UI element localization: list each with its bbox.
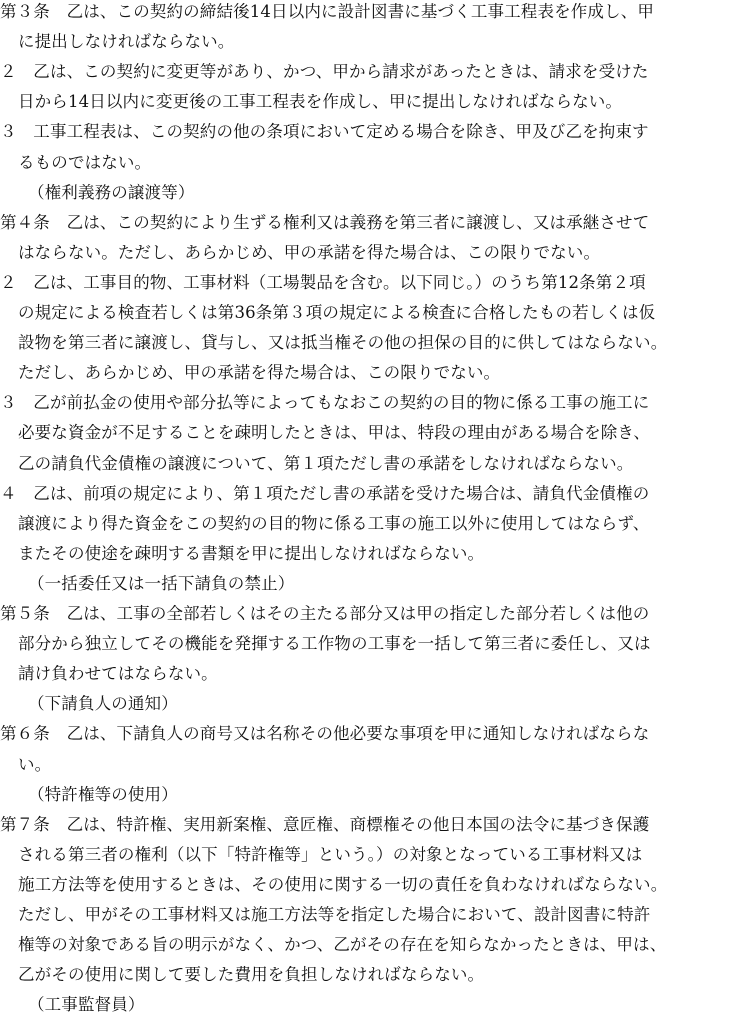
text-line: ただし、甲がその工事材料又は施工方法等を指定した場合において、設計図書に特許: [18, 905, 651, 924]
paragraph-line: ３ 乙が前払金の使用や部分払等によってもなおこの契約の目的物に係る工事の施工に: [0, 393, 650, 412]
text-line: される第三者の権利（以下「特許権等」という。）の対象となっている工事材料又は: [18, 845, 643, 864]
paragraph-line: ３ 工事工程表は、この契約の他の条項において定める場合を除き、甲及び乙を拘束す: [0, 122, 649, 141]
paragraph-line: ２ 乙は、この契約に変更等があり、かつ、甲から請求があったときは、請求を受けた: [0, 62, 649, 81]
text-line: 乙の請負代金債権の譲渡について、第１項ただし書の承諾をしなければならない。: [18, 454, 634, 473]
section-heading: （一括委任又は一括下請負の禁止）: [28, 574, 295, 593]
text-line: ただし、あらかじめ、甲の承諾を得た場合は、この限りでない。: [18, 363, 501, 382]
text-line: 譲渡により得た資金をこの契約の目的物に係る工事の施工以外に使用してはならず、: [18, 514, 650, 533]
text-line: 権等の対象である旨の明示がなく、かつ、乙がその存在を知らなかったときは、甲は、: [18, 935, 667, 954]
paragraph-line: ４ 乙は、前項の規定により、第１項ただし書の承諾を受けた場合は、請負代金債権の: [0, 484, 650, 503]
section-heading: （工事監督員）: [28, 995, 145, 1014]
text-line: い。: [18, 755, 52, 774]
text-line: はならない。ただし、あらかじめ、甲の承諾を得た場合は、この限りでない。: [18, 243, 601, 262]
text-line: の規定による検査若しくは第36条第３項の規定による検査に合格したもの若しくは仮: [18, 303, 656, 322]
article-3-line: 第３条 乙は、この契約の締結後14日以内に設計図書に基づく工事工程表を作成し、甲: [0, 2, 654, 21]
article-5-line: 第５条 乙は、工事の全部若しくはその主たる部分又は甲の指定した部分若しくは他の: [0, 604, 650, 623]
section-heading: （権利義務の譲渡等）: [28, 183, 195, 202]
article-4-line: 第４条 乙は、この契約により生ずる権利又は義務を第三者に譲渡し、又は承継させて: [0, 213, 650, 232]
text-line: 部分から独立してその機能を発揮する工作物の工事を一括して第三者に委任し、又は: [18, 634, 651, 653]
paragraph-line: ２ 乙は、工事目的物、工事材料（工場製品を含む。以下同じ。）のうち第12条第２項: [0, 273, 646, 292]
article-7-line: 第７条 乙は、特許権、実用新案権、意匠権、商標権その他日本国の法令に基づき保護: [0, 815, 650, 834]
text-line: 設物を第三者に譲渡し、貸与し、又は抵当権その他の担保の目的に供してはならない。: [18, 333, 668, 352]
section-heading: （特許権等の使用）: [28, 785, 178, 804]
text-line: 施工方法等を使用するときは、その使用に関する一切の責任を負わなければならない。: [18, 875, 668, 894]
text-line: 乙がその使用に関して要した費用を負担しなければならない。: [18, 965, 485, 984]
text-line: 必要な資金が不足することを疎明したときは、甲は、特段の理由がある場合を除き、: [18, 423, 651, 442]
text-line: に提出しなければならない。: [18, 32, 235, 51]
article-6-line: 第６条 乙は、下請負人の商号又は名称その他必要な事項を甲に通知しなければならな: [0, 724, 650, 743]
text-line: 請け負わせてはならない。: [18, 664, 218, 683]
text-line: るものではない。: [18, 153, 152, 172]
section-heading: （下請負人の通知）: [28, 694, 178, 713]
text-line: またその使途を疎明する書類を甲に提出しなければならない。: [18, 544, 485, 563]
text-line: 日から14日以内に変更後の工事工程表を作成し、甲に提出しなければならない。: [18, 92, 623, 111]
